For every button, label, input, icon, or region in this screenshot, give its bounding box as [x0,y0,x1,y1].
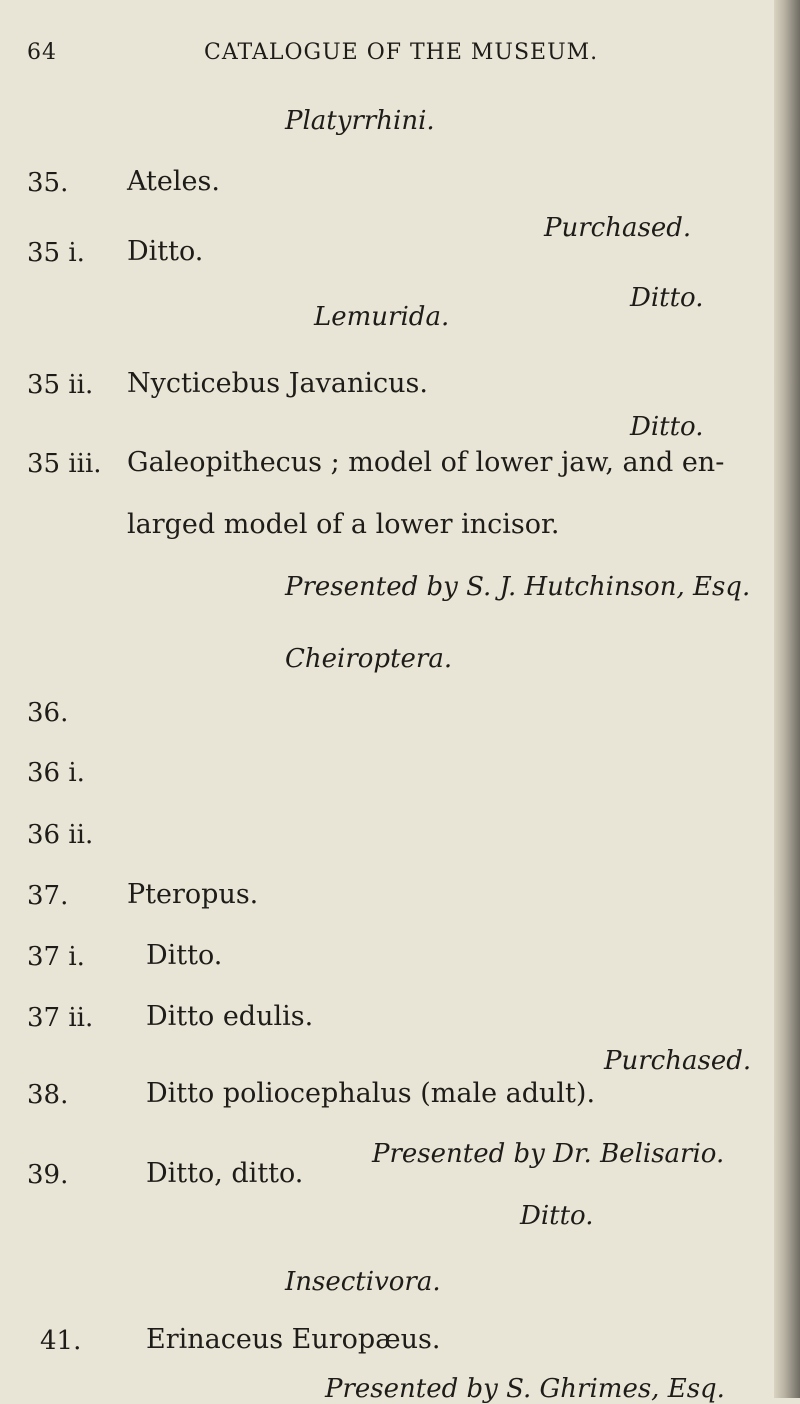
entry-name: Nycticebus Javanicus. [127,368,428,399]
page-number: 64 [27,40,57,65]
entry-name: Pteropus. [127,879,259,910]
entry-number: 35. [27,168,69,198]
section-heading: Cheiroptera. [285,644,453,674]
section-heading: Insectivora. [285,1267,441,1297]
entry-number: 41. [40,1326,82,1356]
entry-note: Ditto. [630,283,704,313]
entry-note: Purchased. [544,213,692,243]
entry-number: 36. [27,698,69,728]
entry-number: 37 i. [27,942,85,972]
running-title: CATALOGUE OF THE MUSEUM. [204,40,599,65]
entry-number: 35 ii. [27,370,94,400]
entry-name: Ditto. [146,940,223,971]
entry-name: Galeopithecus ; model of lower jaw, and en- [127,447,725,478]
entry-name: Ditto, ditto. [146,1158,304,1189]
entry-note: Purchased. [604,1046,752,1076]
entry-name: Ateles. [127,166,220,197]
entry-number: 35 iii. [27,449,102,479]
entry-note: Presented by Dr. Belisario. [372,1139,725,1169]
section-heading: Lemurida. [314,302,450,332]
entry-number: 38. [27,1080,69,1110]
entry-note: Ditto. [520,1201,594,1231]
section-heading: Platyrrhini. [285,106,435,136]
entry-name: Ditto. [127,236,204,267]
entry-note: Presented by S. J. Hutchinson, Esq. [285,572,751,602]
entry-number: 35 i. [27,238,85,268]
entry-note: Presented by S. Ghrimes, Esq. [325,1374,725,1404]
entry-number: 37. [27,881,69,911]
page-edge [774,0,800,1398]
entry-note: Ditto. [630,412,704,442]
entry-number: 36 ii. [27,820,94,850]
entry-name-continued: larged model of a lower incisor. [127,509,560,540]
entry-name: Ditto edulis. [146,1001,314,1032]
entry-number: 39. [27,1160,69,1190]
entry-number: 37 ii. [27,1003,94,1033]
entry-name: Erinaceus Europæus. [146,1324,441,1355]
entry-name: Ditto poliocephalus (male adult). [146,1078,596,1109]
entry-number: 36 i. [27,758,85,788]
